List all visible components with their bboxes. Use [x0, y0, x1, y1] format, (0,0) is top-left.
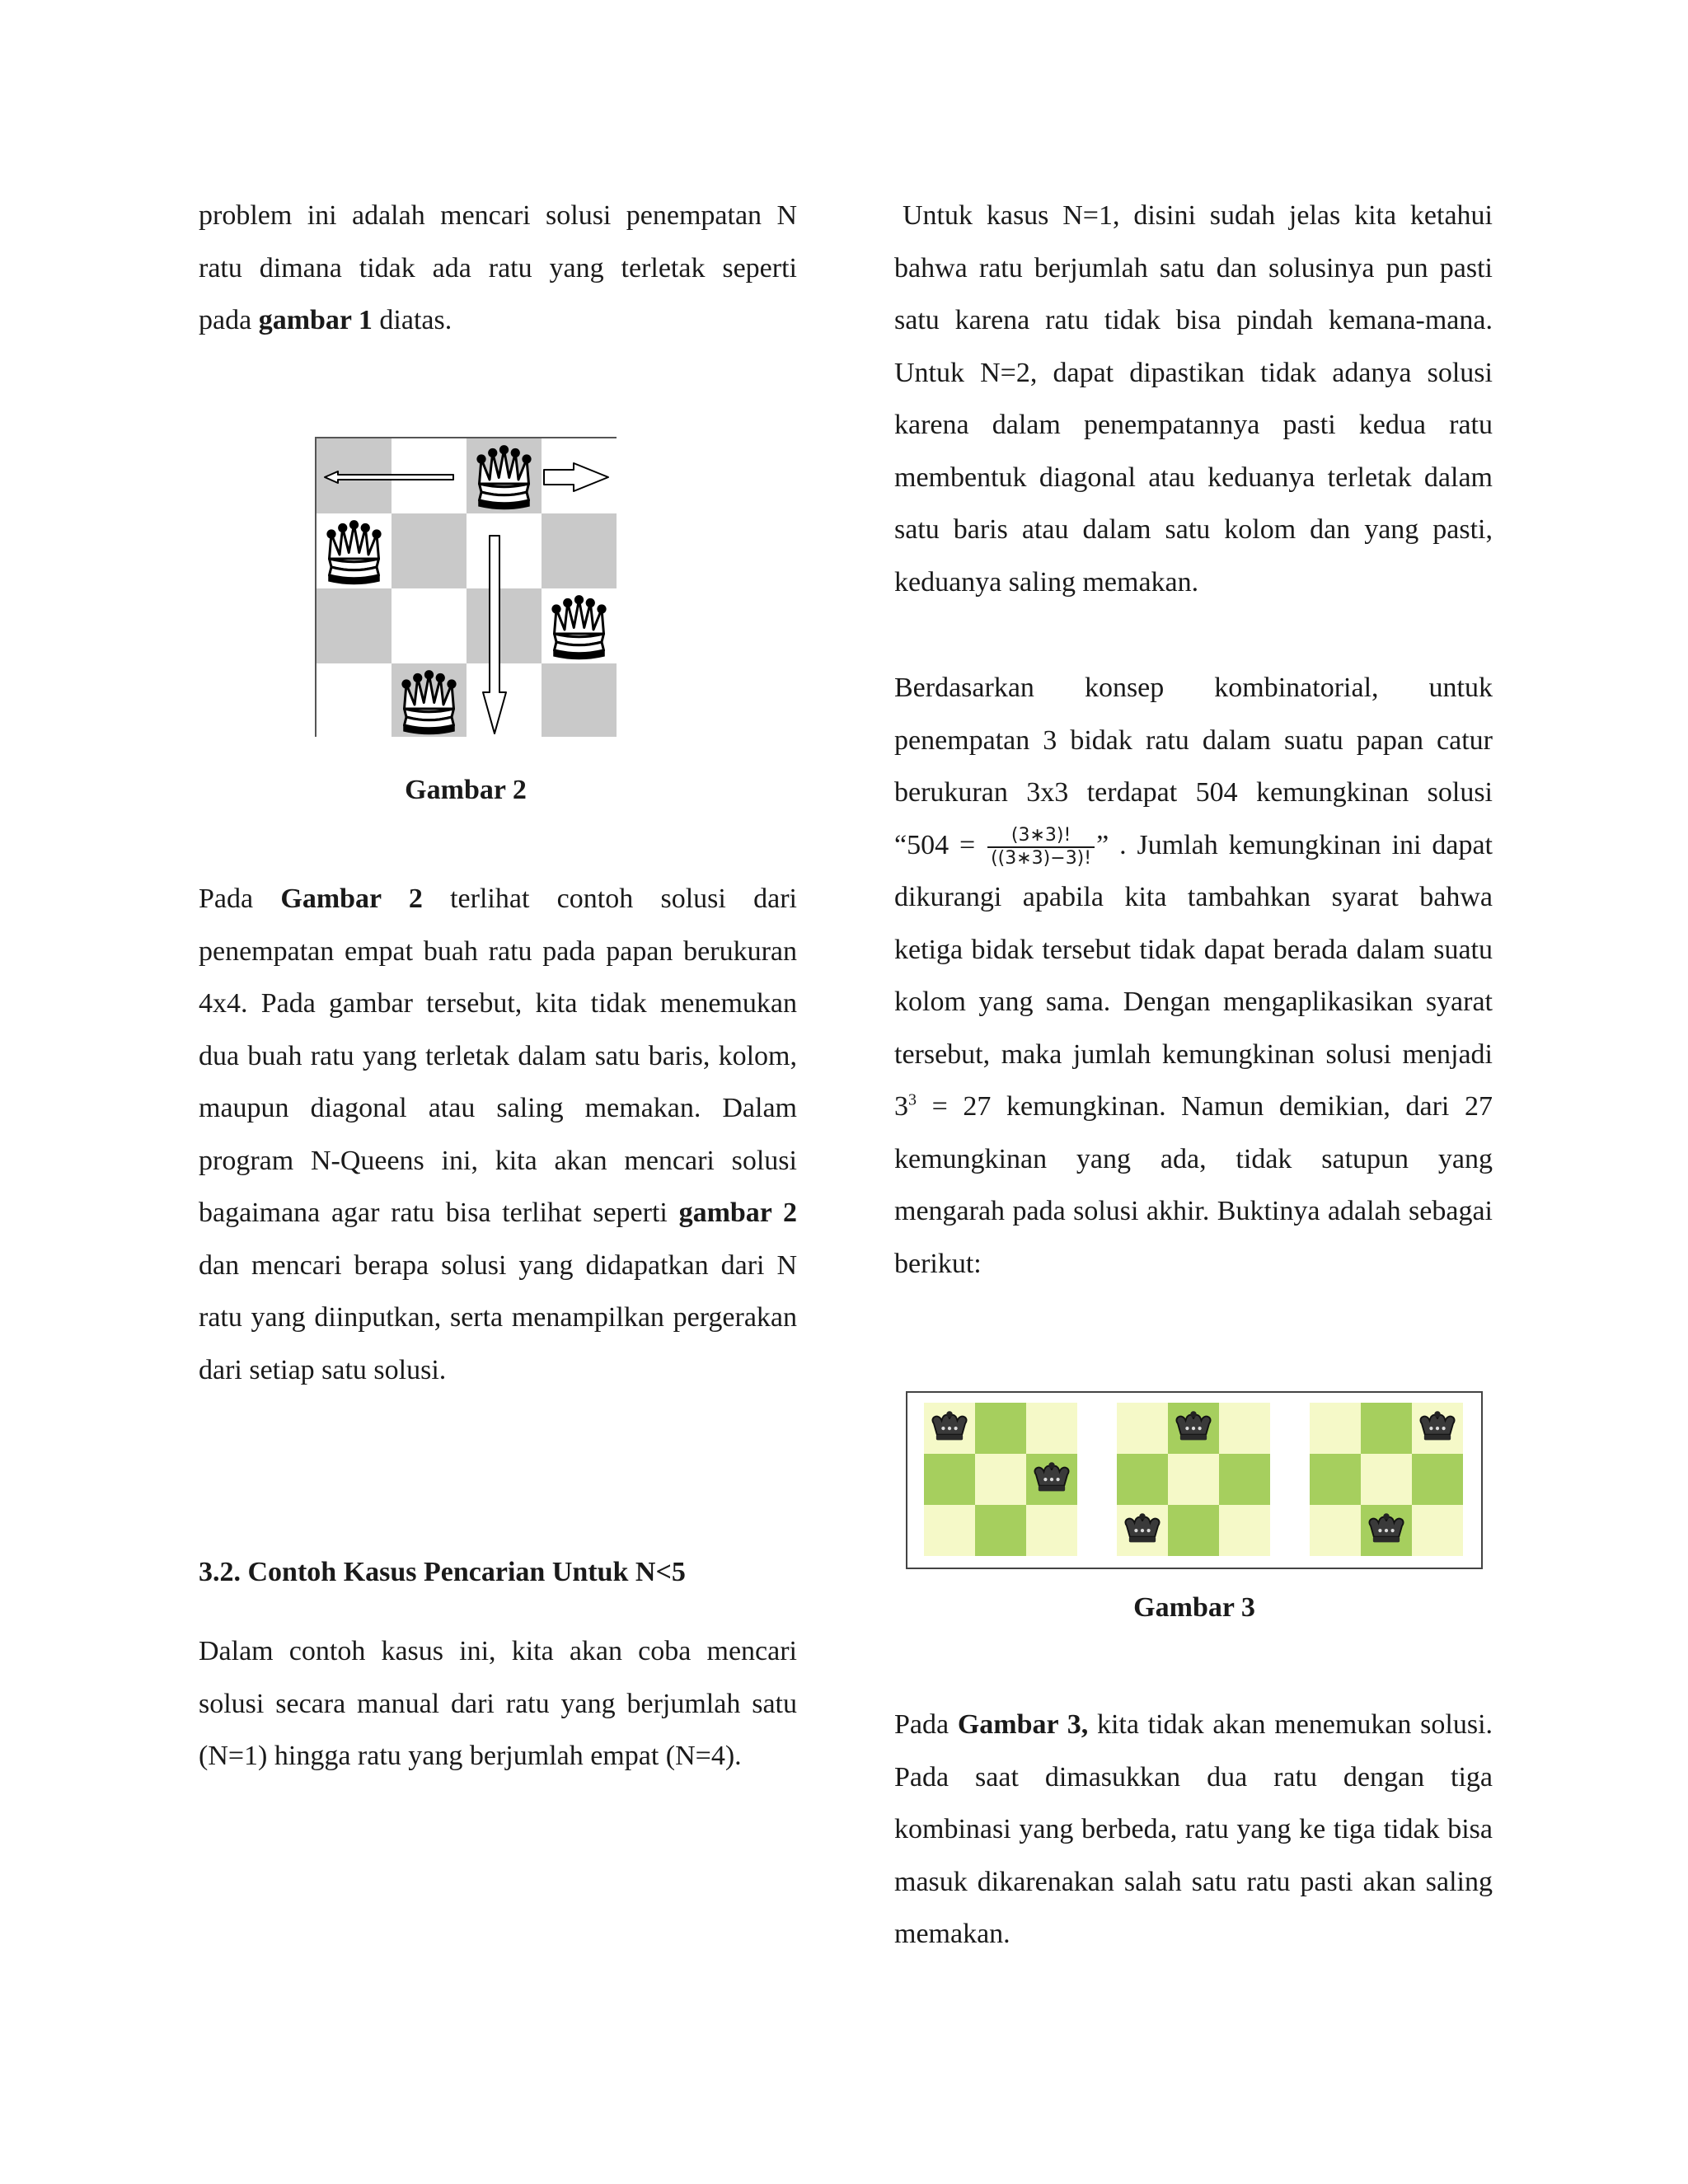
mini-board [1117, 1403, 1270, 1556]
board-square [1361, 1454, 1412, 1505]
board-square [1412, 1505, 1463, 1556]
figure-3-boards [906, 1391, 1483, 1569]
board-square [1219, 1454, 1270, 1505]
paragraph: Untuk kasus N=1, disini sudah jelas kita ketahui bahwa ratu berjumlah satu dan solusinya pun pasti satu karena ratu tidak bisa pindah kemana-mana. Untuk N=2, dapat dipastikan tidak adanya solusi karena dalam penempatannya pasti kedua ratu membentuk diagonal atau keduanya terletak dalam satu baris atau dalam satu kolom dan yang pasti, keduanya saling memakan. [894, 200, 1493, 598]
board-square [1219, 1403, 1270, 1454]
paragraph: Pada Gambar 2 terlihat contoh solusi dari penempatan empat buah ratu pada papan berukuran 4x4. Pada gambar tersebut, kita tidak menemukan dua buah ratu yang terletak dalam satu baris, kolom, maupun diagonal atau saling memakan. Dalam program N-Queens ini, kita akan mencari solusi bagaimana agar ratu bisa terlihat seperti gambar 2 dan mencari berapa solusi yang didapatkan dari N ratu yang diinputkan, serta menampilkan pergerakan dari setiap satu solusi. [199, 883, 798, 1385]
left-paragraph-2 [199, 873, 797, 1396]
board-square [975, 1505, 1026, 1556]
board-square [1412, 1454, 1463, 1505]
left-paragraph-3 [199, 1625, 797, 1783]
right-paragraph-2 [894, 662, 1493, 1290]
board-square [316, 663, 392, 737]
board-square [1168, 1454, 1219, 1505]
board-square [1310, 1403, 1361, 1454]
paragraph-line: ratu dimana tidak ada ratu yang terletak seperti [199, 252, 797, 284]
board-square [975, 1454, 1026, 1505]
paragraph-line: problem ini adalah mencari solusi penempatan N [199, 200, 797, 231]
board-square [1361, 1403, 1412, 1454]
board-square [975, 1403, 1026, 1454]
paragraph-line: pada gambar 1 diatas. [199, 305, 452, 335]
board-square [1219, 1505, 1270, 1556]
board-square [1026, 1505, 1077, 1556]
right-paragraph-1 [894, 190, 1493, 608]
board-square [316, 588, 392, 663]
board-square [924, 1505, 975, 1556]
mini-board [1310, 1403, 1463, 1556]
board-square [1168, 1505, 1219, 1556]
board-square [1310, 1505, 1361, 1556]
paragraph: Pada Gambar 3, kita tidak akan menemukan solusi. Pada saat dimasukkan dua ratu dengan tiga kombinasi yang berbeda, ratu yang ke tiga tidak bisa masuk dikarenakan salah satu ratu pasti akan saling memakan. [894, 1709, 1493, 1949]
paragraph: Dalam contoh kasus ini, kita akan coba mencari solusi secara manual dari ratu yang berjumlah satu (N=1) hingga ratu yang berjumlah empat (N=4). [199, 1636, 797, 1771]
mini-board [924, 1403, 1077, 1556]
figure-2-chessboard [315, 437, 617, 737]
board-square [1026, 1403, 1077, 1454]
left-column [199, 190, 797, 347]
board-square [467, 513, 542, 588]
paragraph: Berdasarkan konsep kombinatorial, untuk penempatan 3 bidak ratu dalam suatu papan catur berukuran 3x3 terdapat 504 kemungkinan solusi “504 = $\frac{(3∗3)!}{((3∗3)-3)!}$ ” . Jumlah kemungkinan ini dapat dikurangi apabila kita tambahkan syarat bahwa ketiga bidak tersebut tidak dapat berada dalam suatu kolom yang sama. Dengan mengaplikasikan syarat tersebut, maka jumlah kemungkinan solusi menjadi $3^3 = 27$ kemungkinan. Namun demikian, dari 27 kemungkinan yang ada, tidak satupun yang mengarah pada solusi akhir. Buktinya adalah sebagai berikut: [894, 673, 1493, 1279]
right-paragraph-3 [894, 1699, 1493, 1961]
figure-3-caption: Gambar 3 [1133, 1592, 1255, 1623]
board-square [467, 588, 542, 663]
board-square [392, 588, 467, 663]
figure-2-caption: Gambar 2 [405, 775, 527, 805]
board-square [1310, 1454, 1361, 1505]
board-square [1117, 1454, 1168, 1505]
board-square [542, 513, 617, 588]
board-square [924, 1454, 975, 1505]
fraction: $\frac{(3∗3)!}{((3∗3)-3)!}$ [987, 825, 1095, 869]
section-heading: 3.2. Contoh Kasus Pencarian Untuk N<5 [199, 1557, 686, 1587]
board-square [542, 663, 617, 737]
board-square [392, 513, 467, 588]
board-square [1117, 1403, 1168, 1454]
